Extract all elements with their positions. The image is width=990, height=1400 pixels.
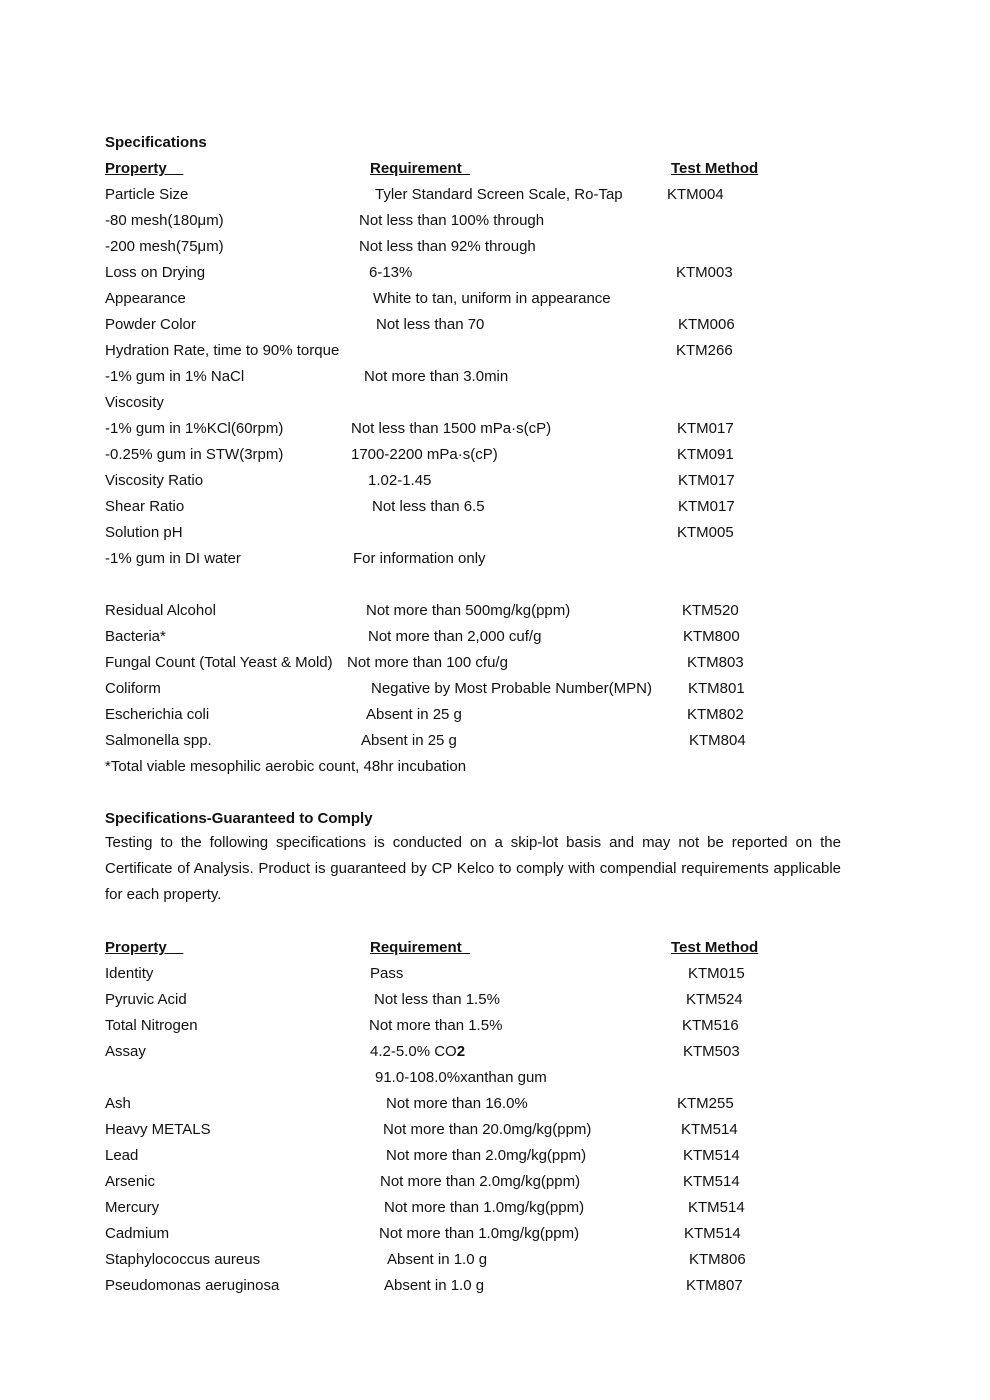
header-property: Property [105, 939, 184, 956]
row-property: Lead [105, 1147, 139, 1164]
header-requirement: Requirement [370, 160, 471, 177]
row-test-method: KTM804 [689, 732, 746, 749]
row-requirement: Not less than 70 [376, 316, 485, 333]
section-paragraph: Testing to the following specifications is conducted on a skip-lot basis and may not be reported on the Certificate of Analysis. Product is guaranteed by CP Kelco to comply with compendial requirements applicable for each property. [105, 834, 841, 903]
row-property: -80 mesh(180μm) [105, 212, 224, 229]
row-property: -1% gum in 1% NaCl [105, 368, 245, 385]
row-test-method: KTM524 [686, 991, 743, 1008]
row-requirement: 91.0-108.0%xanthan gum [375, 1069, 547, 1086]
row-property: Ash [105, 1095, 131, 1112]
row-requirement: Not more than 2,000 cuf/g [368, 628, 542, 645]
row-property: Salmonella spp. [105, 732, 212, 749]
row-requirement: Not less than 1.5% [374, 991, 500, 1008]
assay-requirement-text: 4.2-5.0% CO [370, 1043, 457, 1060]
row-test-method: KTM807 [686, 1277, 743, 1294]
row-requirement: Not more than 100 cfu/g [347, 654, 508, 671]
row-property: Residual Alcohol [105, 602, 216, 619]
section-title: Specifications [105, 134, 207, 151]
header-test-method: Test Method [671, 939, 759, 956]
row-test-method: KTM801 [688, 680, 745, 697]
row-property: Shear Ratio [105, 498, 185, 515]
row-requirement: Not more than 2.0mg/kg(ppm) [386, 1147, 587, 1164]
row-test-method: KTM514 [681, 1121, 738, 1138]
row-requirement: Not less than 1500 mPa·s(cP) [351, 420, 552, 437]
row-test-method: KTM266 [676, 342, 733, 359]
row-property: Fungal Count (Total Yeast & Mold) [105, 654, 333, 671]
row-property: Total Nitrogen [105, 1017, 198, 1034]
row-test-method: KTM003 [676, 264, 733, 281]
row-requirement: Absent in 1.0 g [387, 1251, 488, 1268]
row-requirement: Negative by Most Probable Number(MPN) [371, 680, 652, 697]
row-requirement: Not less than 100% through [359, 212, 545, 229]
row-test-method: KTM004 [667, 186, 724, 203]
section-title: Specifications-Guaranteed to Comply [105, 810, 373, 827]
row-requirement: Not more than 1.0mg/kg(ppm) [379, 1225, 580, 1242]
row-property: Loss on Drying [105, 264, 206, 281]
row-test-method: KTM017 [678, 498, 735, 515]
row-property: Solution pH [105, 524, 183, 541]
header-test-method: Test Method [671, 160, 759, 177]
row-test-method: KTM514 [688, 1199, 745, 1216]
row-property: Identity [105, 965, 154, 982]
row-test-method: KTM514 [683, 1147, 740, 1164]
row-requirement: Absent in 25 g [361, 732, 457, 749]
row-requirement: White to tan, uniform in appearance [373, 290, 611, 307]
row-requirement: For information only [353, 550, 486, 567]
row-property: -1% gum in 1%KCl(60rpm) [105, 420, 284, 437]
row-requirement: Not more than 1.5% [369, 1017, 503, 1034]
row-property: Staphylococcus aureus [105, 1251, 261, 1268]
row-property: Pseudomonas aeruginosa [105, 1277, 280, 1294]
header-requirement: Requirement [370, 939, 471, 956]
row-test-method: KTM514 [684, 1225, 741, 1242]
row-property: Pyruvic Acid [105, 991, 187, 1008]
row-property: Arsenic [105, 1173, 156, 1190]
row-property: Bacteria* [105, 628, 166, 645]
header-property: Property [105, 160, 184, 177]
row-requirement: Pass [370, 965, 404, 982]
row-property: Particle Size [105, 186, 189, 203]
row-test-method: KTM005 [677, 524, 734, 541]
row-property: Coliform [105, 680, 161, 697]
row-test-method: KTM255 [677, 1095, 734, 1112]
row-property: Heavy METALS [105, 1121, 211, 1138]
row-test-method: KTM800 [683, 628, 740, 645]
row-test-method: KTM015 [688, 965, 745, 982]
row-property: Powder Color [105, 316, 196, 333]
row-requirement: Tyler Standard Screen Scale, Ro-Tap [375, 186, 623, 203]
row-requirement: Not more than 2.0mg/kg(ppm) [380, 1173, 581, 1190]
row-property: Hydration Rate, time to 90% torque [105, 342, 340, 359]
row-test-method: KTM017 [678, 472, 735, 489]
row-property: -1% gum in DI water [105, 550, 241, 567]
row-requirement: Not more than 16.0% [386, 1095, 528, 1112]
row-test-method: KTM802 [687, 706, 744, 723]
row-requirement: Absent in 25 g [366, 706, 462, 723]
row-property: Viscosity [105, 394, 164, 411]
row-test-method: KTM017 [677, 420, 734, 437]
row-requirement: 6-13% [369, 264, 413, 281]
row-test-method: KTM806 [689, 1251, 746, 1268]
row-requirement [370, 1043, 465, 1061]
row-requirement: Not more than 500mg/kg(ppm) [366, 602, 571, 619]
row-requirement: 1700-2200 mPa·s(cP) [351, 446, 498, 463]
row-requirement: Not less than 92% through [359, 238, 536, 255]
row-test-method: KTM006 [678, 316, 735, 333]
row-requirement: Not more than 20.0mg/kg(ppm) [383, 1121, 592, 1138]
footnote: *Total viable mesophilic aerobic count, 48hr incubation [105, 758, 467, 775]
row-property: Assay [105, 1043, 146, 1060]
row-requirement: Absent in 1.0 g [384, 1277, 485, 1294]
row-property: Viscosity Ratio [105, 472, 204, 489]
row-property: Appearance [105, 290, 186, 307]
row-requirement: Not more than 1.0mg/kg(ppm) [384, 1199, 585, 1216]
row-property: Mercury [105, 1199, 160, 1216]
row-test-method: KTM514 [683, 1173, 740, 1190]
row-test-method: KTM520 [682, 602, 739, 619]
row-test-method: KTM503 [683, 1043, 740, 1060]
row-test-method: KTM091 [677, 446, 734, 463]
row-requirement: 1.02-1.45 [368, 472, 432, 489]
assay-requirement-subscript: 2 [456, 1043, 466, 1060]
row-test-method: KTM803 [687, 654, 744, 671]
row-requirement: Not more than 3.0min [364, 368, 509, 385]
row-property: Cadmium [105, 1225, 170, 1242]
row-property: Escherichia coli [105, 706, 210, 723]
row-property: -200 mesh(75μm) [105, 238, 224, 255]
row-property: -0.25% gum in STW(3rpm) [105, 446, 284, 463]
row-test-method: KTM516 [682, 1017, 739, 1034]
row-requirement: Not less than 6.5 [372, 498, 485, 515]
